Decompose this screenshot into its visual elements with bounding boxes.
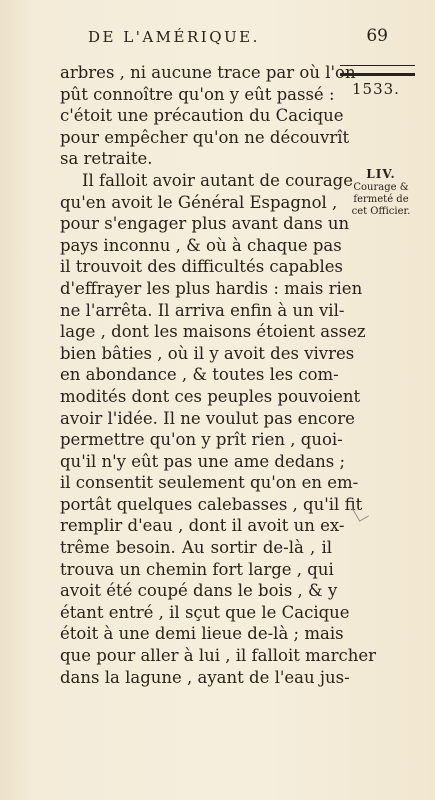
text-line: qu'en avoit le Général Espagnol , [60,192,338,212]
running-head-title: DE L'AMÉRIQUE. [88,28,260,46]
text-line: bien bâties , où il y avoit des vivres [60,343,355,363]
text-line: pour empêcher qu'on ne découvrît [60,127,350,147]
pencil-mark [352,503,369,521]
text-line: étant entré , il sçut que le Cacique [60,602,350,622]
text-line: trême besoin. Au sortir de-là , il [60,538,332,558]
text-line: sa retraite. [60,149,153,169]
text-line: lage , dont les maisons étoient assez [60,322,366,342]
text-line: il consentit seulement qu'on en em- [60,473,359,493]
text-line: d'effrayer les plus hardis : mais rien [60,278,363,298]
page-number: 69 [366,26,388,46]
text-line: arbres , ni aucune trace par où l'on [60,63,356,82]
text-line: permettre qu'on y prît rien , quoi- [60,430,343,450]
text-line: modités dont ces peuples pouvoient [60,386,361,406]
text-line: il trouvoit des difficultés capables [60,257,343,277]
text-line: que pour aller à lui , il falloit marcher [60,646,377,666]
text-line: pays inconnu , & où à chaque pas [60,235,342,255]
text-line: ne l'arrêta. Il arriva enfin à un vil- [60,300,345,320]
text-line: avoir l'idée. Il ne voulut pas encore [60,408,355,428]
text-line: pût connoître qu'on y eût passé : [60,84,335,104]
marginal-note-line: fermeté de [353,194,409,205]
text-line: avoit été coupé dans le bois , & y [60,581,338,601]
text-line: en abondance , & toutes les com- [60,365,339,385]
text-line: qu'il n'y eût pas une ame dedans ; [60,451,346,471]
text-line: portât quelques calebasses , qu'il fit [60,494,363,514]
text-line: dans la lagune , ayant de l'eau jus- [60,667,350,687]
text-line: trouva un chemin fort large , qui [60,559,334,579]
marginal-note [336,168,426,218]
text-line: c'étoit une précaution du Cacique [60,106,344,126]
marginal-note-line: Courage & [353,182,409,193]
text-line: pour s'engager plus avant dans un [60,214,350,234]
marginal-note-line: cet Officier. [351,206,411,217]
text-line: remplir d'eau , dont il avoit un ex- [60,516,345,536]
text-line: étoit à une demi lieue de-là ; mais [60,624,344,644]
text-line: Il falloit avoir autant de courage [82,170,353,190]
margin-year: 1533. [352,80,400,98]
marginal-note-line: LIV. [366,167,396,181]
